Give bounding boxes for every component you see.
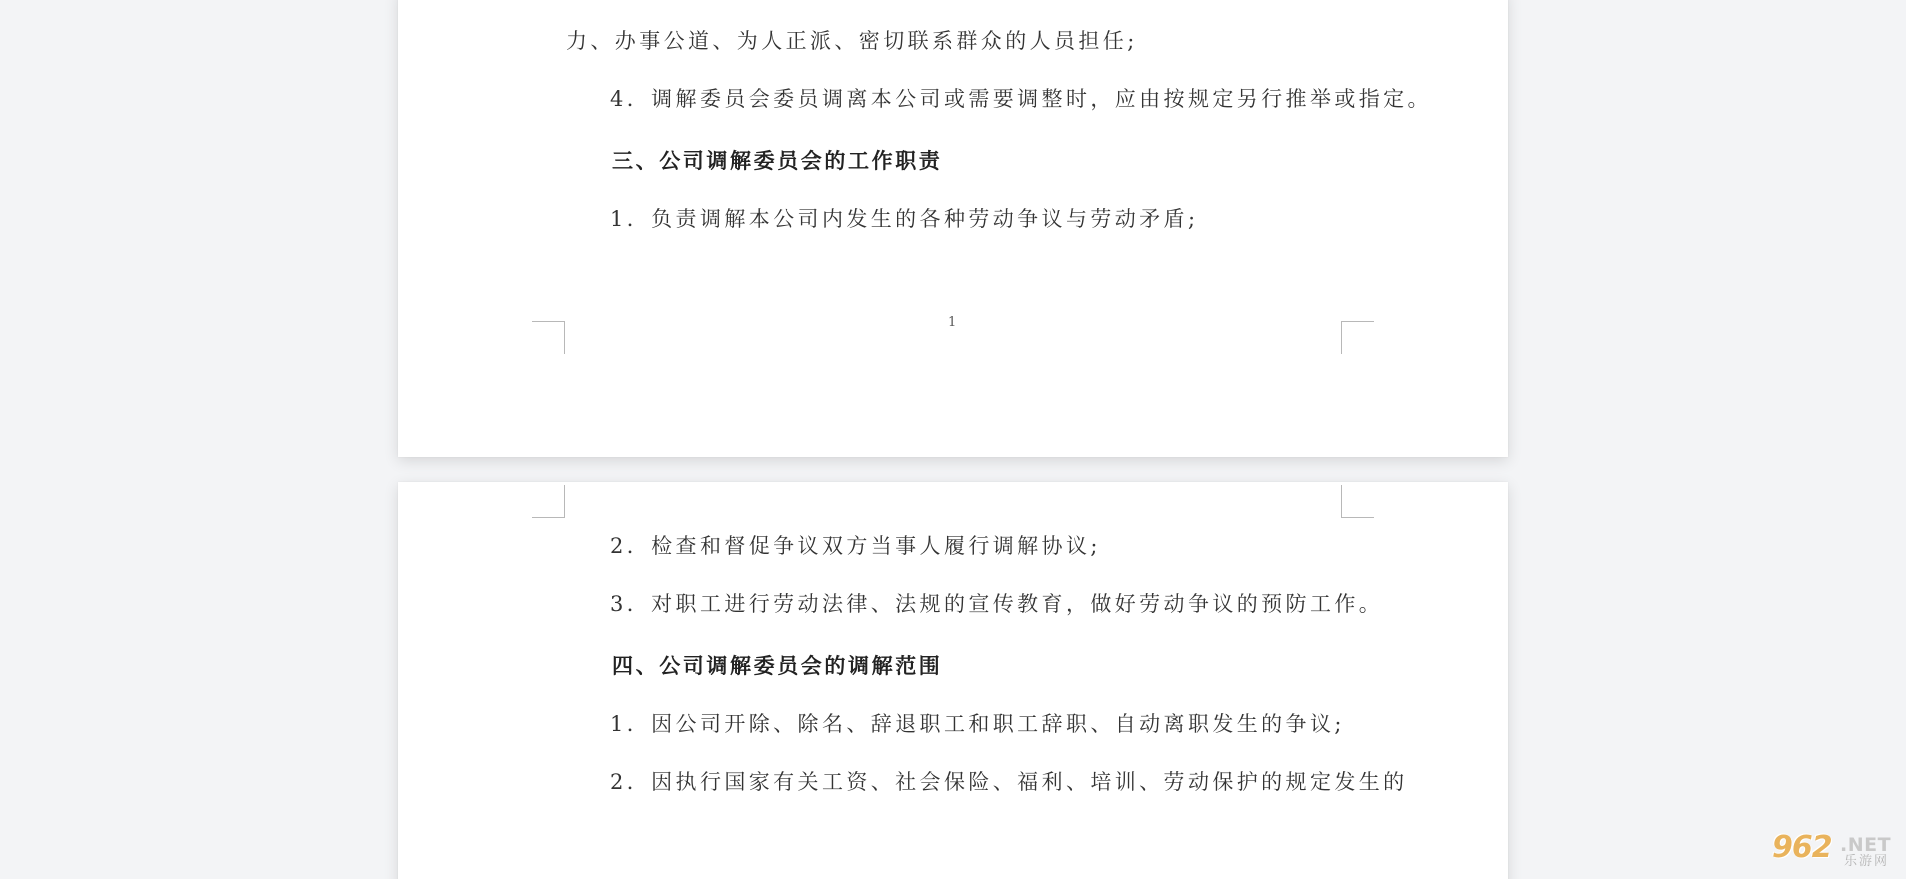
crop-mark-top-right — [1341, 485, 1374, 518]
section-heading: 三、公司调解委员会的工作职责 — [612, 148, 943, 173]
page-number: 1 — [948, 315, 957, 330]
paragraph-line: 1．因公司开除、除名、辞退职工和职工辞职、自动离职发生的争议; — [610, 712, 1345, 736]
paragraph-line: 1．负责调解本公司内发生的各种劳动争议与劳动矛盾; — [610, 207, 1199, 231]
site-watermark-logo — [1768, 832, 1900, 876]
section-heading: 四、公司调解委员会的调解范围 — [612, 653, 943, 678]
paragraph-line: 2．检查和督促争议双方当事人履行调解协议; — [610, 534, 1101, 558]
crop-mark-bottom-right — [1341, 321, 1374, 354]
document-page — [398, 0, 1508, 457]
paragraph-line: 力、办事公道、为人正派、密切联系群众的人员担任; — [566, 29, 1138, 53]
crop-mark-top-left — [532, 485, 565, 518]
watermark-subtitle: 乐游网 — [1844, 854, 1890, 869]
watermark-number: 962 — [1772, 830, 1832, 865]
paragraph-line: 3．对职工进行劳动法律、法规的宣传教育，做好劳动争议的预防工作。 — [610, 592, 1384, 616]
crop-mark-bottom-left — [532, 321, 565, 354]
watermark-suffix: .NET — [1840, 834, 1892, 856]
paragraph-line: 2．因执行国家有关工资、社会保险、福利、培训、劳动保护的规定发生的 — [610, 770, 1408, 794]
document-page — [398, 482, 1508, 879]
paragraph-line: 4．调解委员会委员调离本公司或需要调整时，应由按规定另行推举或指定。 — [610, 87, 1432, 111]
